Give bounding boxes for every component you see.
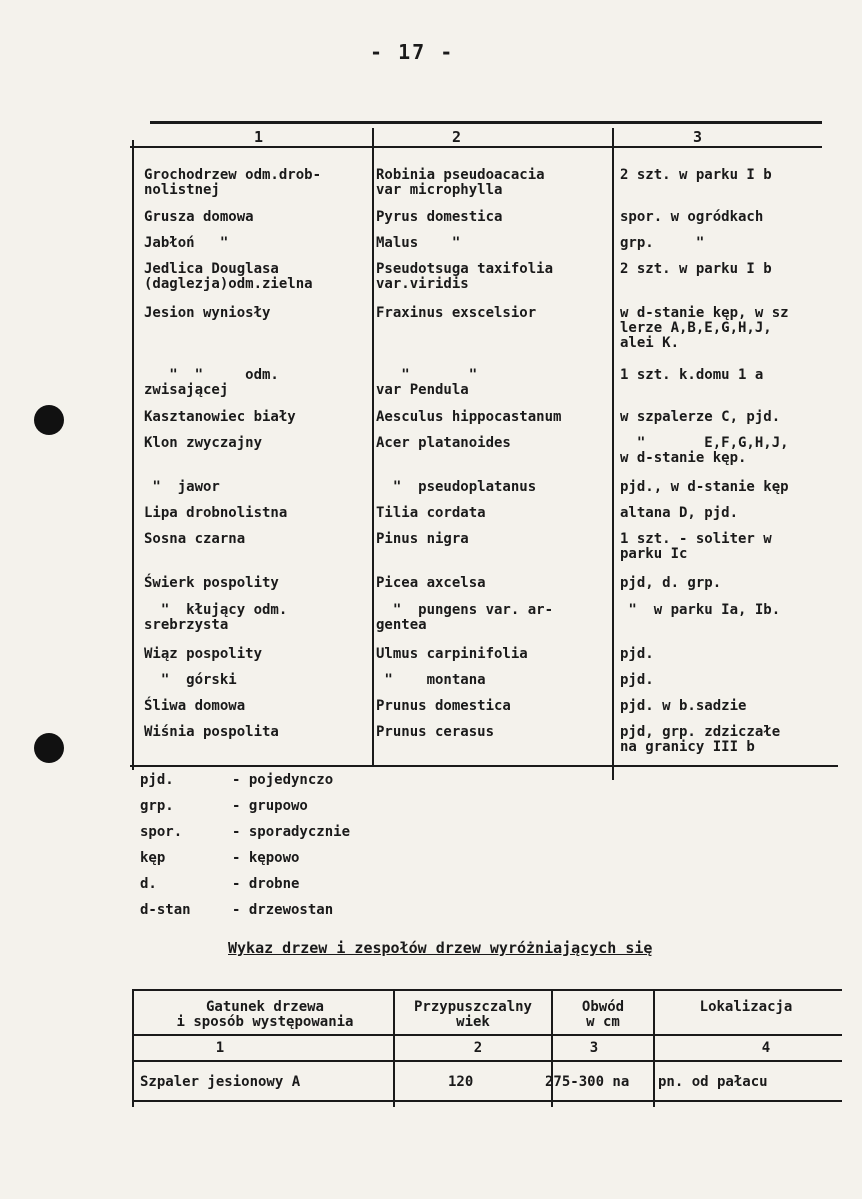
table2-left-border — [132, 989, 134, 1107]
table-cell-occurrence: 1 szt. - soliter w parku Ic — [620, 531, 772, 562]
table-cell-occurrence: " w parku Ia, Ib. — [620, 602, 781, 618]
table-cell-latin-name: Prunus domestica — [376, 698, 511, 714]
table1-header-rule — [130, 146, 822, 148]
table1-header-2: 2 — [452, 128, 462, 146]
punch-hole-bottom — [34, 733, 64, 763]
table-cell-common-name: Wiąz pospolity — [144, 646, 263, 662]
legend-abbr: kęp — [140, 850, 166, 866]
table1-top-rule — [150, 121, 822, 124]
table-cell-occurrence: w szpalerze C, pjd. — [620, 409, 781, 425]
table-cell-latin-name: Tilia cordata — [376, 505, 486, 521]
table-cell-common-name: Jedlica Douglasa (daglezja)odm.zielna — [144, 261, 313, 292]
table2-col-divider-3 — [653, 989, 655, 1107]
table2-top-rule — [132, 989, 842, 991]
table-cell-common-name: Jabłoń " — [144, 235, 229, 251]
table1-bottom-rule — [130, 765, 838, 767]
table-cell-latin-name: " montana — [376, 672, 486, 688]
legend-abbr: d-stan — [140, 902, 191, 918]
table2-number-rule — [132, 1060, 842, 1062]
table-cell-latin-name: Robinia pseudoacacia var microphylla — [376, 167, 545, 198]
table-cell-common-name: " kłujący odm. srebrzysta — [144, 602, 288, 633]
table2-cell-age: 120 — [448, 1074, 474, 1090]
table1-col-divider-1 — [372, 128, 374, 765]
table2-bottom-rule — [132, 1100, 842, 1102]
table-cell-latin-name: Fraxinus exscelsior — [376, 305, 537, 321]
legend-definition: - kępowo — [232, 850, 300, 866]
table-cell-occurrence: w d-stanie kęp, w sz lerze A,B,E,G,H,J, alei K. — [620, 305, 789, 351]
table1-col-divider-2 — [612, 128, 614, 780]
table-cell-occurrence: pjd. — [620, 646, 654, 662]
table-cell-common-name: " górski — [144, 672, 237, 688]
section-title: Wykaz drzew i zespołów drzew wyróżniających się — [228, 939, 653, 957]
table-cell-occurrence: pjd. — [620, 672, 654, 688]
table-cell-occurrence: 2 szt. w parku I b — [620, 167, 772, 183]
table-cell-common-name: Jesion wyniosły — [144, 305, 271, 321]
table-cell-common-name: Świerk pospolity — [144, 575, 279, 591]
table-cell-common-name: " jawor — [144, 479, 220, 495]
table-cell-occurrence: grp. " — [620, 235, 705, 251]
table1-header-1: 1 — [254, 128, 264, 146]
table2-cell-species: Szpaler jesionowy A — [140, 1074, 301, 1090]
legend-definition: - pojedynczo — [232, 772, 334, 788]
table2-header-girth: Obwód w cm — [581, 999, 625, 1030]
table-cell-common-name: Wiśnia pospolita — [144, 724, 279, 740]
table-cell-occurrence: " E,F,G,H,J, w d-stanie kęp. — [620, 435, 789, 466]
table2-header-species: Gatunek drzewa i sposób występowania — [176, 999, 354, 1030]
table-cell-common-name: Śliwa domowa — [144, 698, 246, 714]
table2-header-rule — [132, 1034, 842, 1036]
punch-hole-top — [34, 405, 64, 435]
table-cell-occurrence: spor. w ogródkach — [620, 209, 764, 225]
table-cell-latin-name: Ulmus carpinifolia — [376, 646, 528, 662]
table2-cell-location: pn. od pałacu — [658, 1074, 768, 1090]
table-cell-latin-name: Pinus nigra — [376, 531, 469, 547]
table-cell-latin-name: Malus " — [376, 235, 461, 251]
legend-definition: - sporadycznie — [232, 824, 351, 840]
table-cell-common-name: Grochodrzew odm.drob- nolistnej — [144, 167, 322, 198]
table-cell-common-name: Lipa drobnolistna — [144, 505, 288, 521]
table-cell-latin-name: Aesculus hippocastanum — [376, 409, 562, 425]
table1-left-border — [132, 140, 134, 770]
table-cell-occurrence: pjd, d. grp. — [620, 575, 722, 591]
table-cell-latin-name: " pseudoplatanus — [376, 479, 537, 495]
table1-header-3: 3 — [693, 128, 703, 146]
table2-cell-girth: 275-300 na — [545, 1074, 630, 1090]
table-cell-latin-name: " pungens var. ar- gentea — [376, 602, 554, 633]
legend-definition: - drobne — [232, 876, 300, 892]
table-cell-occurrence: 2 szt. w parku I b — [620, 261, 772, 277]
legend-abbr: spor. — [140, 824, 183, 840]
table-cell-latin-name: Picea axcelsa — [376, 575, 486, 591]
table-cell-latin-name: " " var Pendula — [376, 367, 478, 398]
table-cell-latin-name: Acer platanoides — [376, 435, 511, 451]
table-cell-occurrence: altana D, pjd. — [620, 505, 739, 521]
table-cell-common-name: Kasztanowiec biały — [144, 409, 296, 425]
table-cell-common-name: " " odm. zwisającej — [144, 367, 279, 398]
table-cell-occurrence: pjd., w d-stanie kęp — [620, 479, 789, 495]
legend-definition: - grupowo — [232, 798, 308, 814]
page-number: - 17 - — [370, 40, 455, 64]
legend-abbr: pjd. — [140, 772, 174, 788]
legend-definition: - drzewostan — [232, 902, 334, 918]
table2-header-age: Przypuszczalny wiek — [413, 999, 532, 1030]
table2-col-divider-1 — [393, 989, 395, 1107]
table-cell-occurrence: 1 szt. k.domu 1 a — [620, 367, 764, 383]
table-cell-occurrence: pjd, grp. zdziczałe na granicy III b — [620, 724, 781, 755]
table-cell-common-name: Sosna czarna — [144, 531, 246, 547]
legend-abbr: d. — [140, 876, 157, 892]
table-cell-latin-name: Pyrus domestica — [376, 209, 503, 225]
table-cell-occurrence: pjd. w b.sadzie — [620, 698, 747, 714]
table2-number-3: 3 — [589, 1040, 599, 1056]
legend-abbr: grp. — [140, 798, 174, 814]
table-cell-common-name: Klon zwyczajny — [144, 435, 263, 451]
table2-number-4: 4 — [761, 1040, 771, 1056]
table-cell-latin-name: Pseudotsuga taxifolia var.viridis — [376, 261, 554, 292]
table2-header-location: Lokalizacja — [699, 999, 793, 1015]
table-cell-common-name: Grusza domowa — [144, 209, 254, 225]
table-cell-latin-name: Prunus cerasus — [376, 724, 495, 740]
table2-number-2: 2 — [473, 1040, 483, 1056]
table2-number-1: 1 — [215, 1040, 225, 1056]
